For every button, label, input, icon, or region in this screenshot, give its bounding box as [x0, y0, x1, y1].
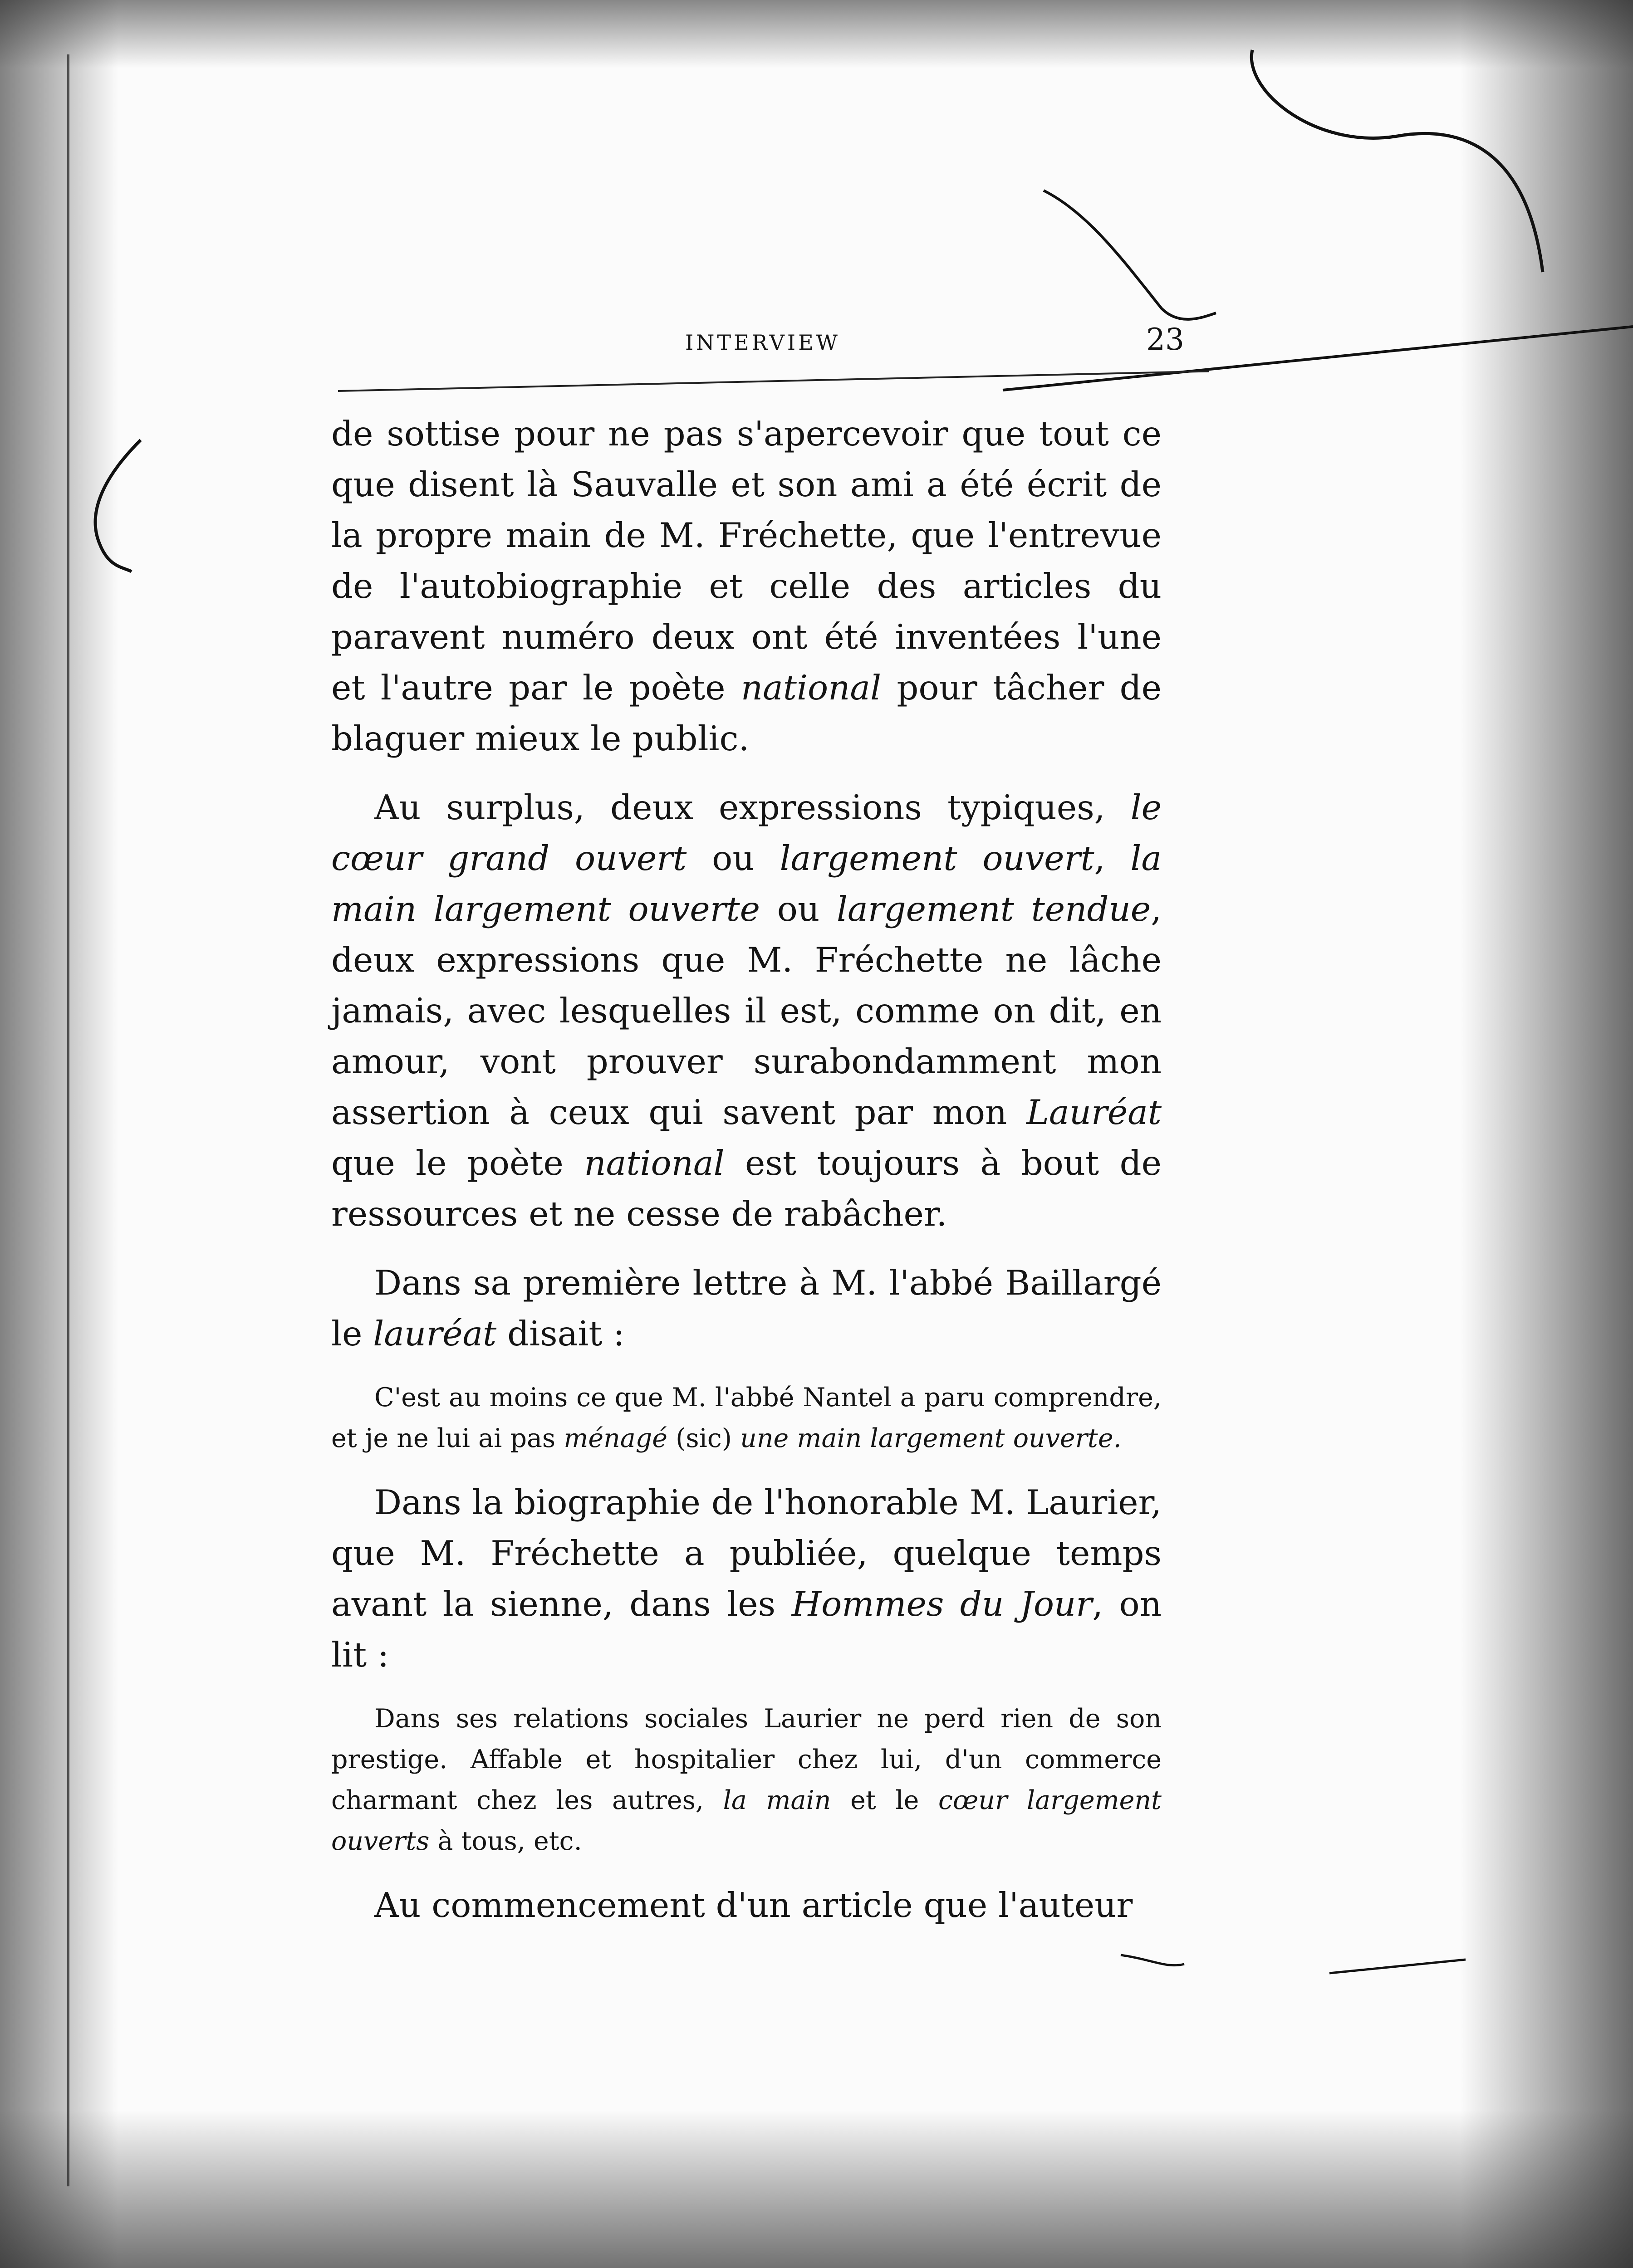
paragraph [331, 1880, 1162, 1931]
text-run: Au commencement d'un article que l'auteur [374, 1885, 1133, 1925]
text-run: que le poète [331, 1143, 584, 1183]
italic-text: le cœur grand ouvert [331, 787, 1162, 878]
text-run: est toujours à bout de ressources et ne cesse de rabâcher. [331, 1143, 1162, 1234]
scan-edge-right [1461, 0, 1633, 2268]
scan-edge-left [0, 0, 118, 2268]
paragraph [331, 1477, 1162, 1680]
italic-text: national [584, 1143, 725, 1183]
scan-edge-bottom [0, 2110, 1633, 2268]
text-run: et le [831, 1785, 938, 1815]
text-run: C'est au moins ce que M. l'abbé Nantel a paru comprendre, et je ne lui ai pas [331, 1383, 1162, 1453]
text-run: Dans sa première lettre à M. l'abbé Baillargé le [331, 1263, 1162, 1354]
paragraph [331, 782, 1162, 1239]
text-run: (sic) [667, 1423, 740, 1453]
text-run: de sottise pour ne pas s'apercevoir que tout ce que disent là Sauvalle et son ami a été écrit de la propre main de M. Fréchette, que l'entrevue de l'autobiographie et celle des articles du paravent numéro deux ont été inventées l'une et l'autre par le poète [331, 414, 1162, 708]
paragraph [331, 1257, 1162, 1359]
text-run: ou [760, 889, 837, 929]
text-run: disait : [496, 1314, 625, 1354]
text-run: , [1094, 838, 1131, 878]
text-run: ou [687, 838, 780, 878]
block-quote [331, 1377, 1162, 1459]
page-header [331, 318, 1184, 358]
page-number: 23 [1146, 322, 1184, 357]
text-run: Dans la biographie de l'honorable M. Laurier, que M. Fréchette a publiée, quelque temps avant la sienne, dans les [331, 1482, 1162, 1624]
italic-text: Hommes du Jour [791, 1584, 1093, 1624]
italic-text: lauréat [373, 1314, 497, 1354]
text-run: , on lit : [331, 1584, 1162, 1675]
text-run: Au surplus, deux expressions typiques, [374, 787, 1131, 827]
italic-text: cœur largement ouverts [331, 1785, 1162, 1856]
text-run: pour tâcher de blaguer mieux le public. [331, 668, 1162, 758]
italic-text: largement ouvert [780, 838, 1094, 878]
text-run: Dans ses relations sociales Laurier ne perd rien de son prestige. Affable et hospitalier chez lui, d'un commerce charmant chez les autres, [331, 1704, 1162, 1815]
italic-text: la main largement ouverte [331, 838, 1162, 929]
block-quote [331, 1698, 1162, 1862]
header-rule [338, 370, 1209, 392]
italic-text: largement tendue [837, 889, 1151, 929]
italic-text: ménagé [564, 1423, 668, 1453]
text-run: , deux expressions que M. Fréchette ne lâche jamais, avec lesquelles il est, comme on dit, en amour, vont prouver surabondamment mon assertion à ceux qui savent par mon [331, 889, 1162, 1132]
scan-edge-top [0, 0, 1633, 68]
italic-text: une main largement ouverte. [740, 1423, 1122, 1453]
italic-text: Lauréat [1026, 1092, 1162, 1132]
running-title: INTERVIEW [685, 330, 840, 355]
scan-border-line [67, 54, 69, 2186]
text-run: à tous, etc. [429, 1826, 582, 1856]
italic-text: national [740, 668, 882, 708]
body-text [331, 408, 1162, 1931]
italic-text: la main [723, 1785, 831, 1815]
paragraph [331, 408, 1162, 764]
